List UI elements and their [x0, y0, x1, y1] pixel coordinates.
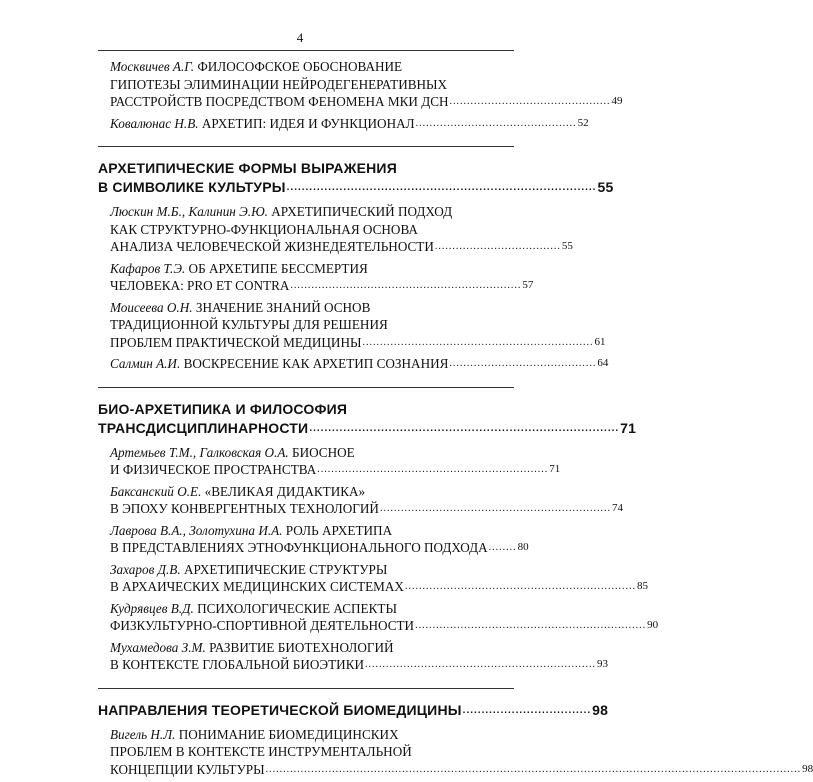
entry-text — [110, 204, 452, 219]
toc-entry[interactable] — [110, 260, 514, 299]
entry-title-line: РАССТРОЙСТВ ПОСРЕДСТВОМ ФЕНОМЕНА МКИ ДСН — [110, 94, 449, 109]
section-divider — [98, 387, 514, 388]
entry-text — [110, 317, 388, 332]
entry-title-line: АРХЕТИП: ИДЕЯ И ФУНКЦИОНАЛ — [202, 116, 415, 131]
entry-text — [110, 93, 449, 111]
entry-line — [110, 483, 514, 501]
toc-entry[interactable] — [110, 58, 514, 115]
entry-text — [110, 334, 361, 352]
dot-leader: .............................................. — [450, 93, 611, 111]
entry-author: Кафаров Т.Э. — [110, 261, 185, 276]
entry-text — [110, 238, 434, 256]
entry-text — [110, 59, 402, 74]
dot-leader: .................................................................................. — [309, 419, 619, 438]
entry-line — [110, 58, 514, 76]
entry-title-line: РОЛЬ АРХЕТИПА — [286, 523, 392, 538]
entry-text — [110, 640, 394, 655]
entry-page-number: 85 — [637, 578, 648, 596]
entry-line — [110, 578, 514, 596]
entry-title-line: В ПРЕДСТАВЛЕНИЯХ ЭТНОФУНКЦИОНАЛЬНОГО ПОДХОДА — [110, 540, 488, 555]
entry-text — [110, 461, 316, 479]
entry-page-number: 55 — [562, 238, 573, 256]
dot-leader: .................................................................. — [317, 461, 548, 479]
section-divider — [98, 688, 514, 689]
entry-title-line: В АРХАИЧЕСКИХ МЕДИЦИНСКИХ СИСТЕМАХ — [110, 579, 404, 594]
section-heading-text: БИО-АРХЕТИПИКА И ФИЛОСОФИЯ — [98, 401, 347, 417]
entry-title-line: БИОСНОЕ — [292, 445, 355, 460]
section-heading[interactable] — [98, 400, 514, 438]
toc-entry[interactable] — [110, 444, 514, 483]
entry-text — [110, 300, 370, 315]
entry-title-line: «ВЕЛИКАЯ ДИДАКТИКА» — [205, 484, 365, 499]
entry-line — [110, 461, 514, 479]
entry-text — [110, 445, 355, 460]
table-of-contents — [98, 58, 514, 782]
page-number: 4 — [0, 30, 600, 46]
entry-text — [110, 277, 289, 295]
entry-text — [110, 601, 397, 616]
entry-line — [110, 761, 514, 779]
toc-entry[interactable] — [110, 726, 514, 782]
entry-author: Баксанский О.Е. — [110, 484, 201, 499]
entry-title-line: АРХЕТИПИЧЕСКИЕ СТРУКТУРЫ — [184, 562, 387, 577]
toc-entry[interactable] — [110, 299, 514, 356]
entry-title-line: ФИЗКУЛЬТУРНО-СПОРТИВНОЙ ДЕЯТЕЛЬНОСТИ — [110, 618, 414, 633]
entry-line — [110, 299, 514, 317]
entry-line — [110, 726, 514, 744]
entry-page-number: 90 — [647, 617, 658, 635]
section-heading-text: АРХЕТИПИЧЕСКИЕ ФОРМЫ ВЫРАЖЕНИЯ — [98, 160, 397, 176]
toc-entry[interactable] — [110, 483, 514, 522]
entry-title-line: В ЭПОХУ КОНВЕРГЕНТНЫХ ТЕХНОЛОГИЙ — [110, 501, 379, 516]
entry-title-line: ПОНИМАНИЕ БИОМЕДИЦИНСКИХ — [179, 727, 399, 742]
entry-title-line: ЗНАЧЕНИЕ ЗНАНИЙ ОСНОВ — [196, 300, 371, 315]
entry-title-line: КОНЦЕПЦИИ КУЛЬТУРЫ — [110, 762, 265, 777]
entry-title-line: ТРАДИЦИОННОЙ КУЛЬТУРЫ ДЛЯ РЕШЕНИЯ — [110, 317, 388, 332]
toc-entry[interactable] — [110, 639, 514, 678]
section-heading-line — [98, 400, 514, 419]
section-divider — [98, 146, 514, 147]
entry-author: Вигель Н.Л. — [110, 727, 175, 742]
entry-text — [110, 656, 364, 674]
entry-text — [110, 539, 488, 557]
section-heading-line — [98, 178, 514, 197]
entry-author: Мухамедова З.М. — [110, 640, 206, 655]
entry-line — [110, 93, 514, 111]
section-heading-text: НАПРАВЛЕНИЯ ТЕОРЕТИЧЕСКОЙ БИОМЕДИЦИНЫ — [98, 701, 462, 720]
toc-entry[interactable] — [110, 355, 514, 377]
entry-line — [110, 617, 514, 635]
dot-leader: .......................................... — [449, 355, 596, 373]
entry-line — [110, 355, 514, 373]
dot-leader: .................................................................. — [380, 500, 611, 518]
entry-line — [110, 238, 514, 256]
entry-page-number: 49 — [612, 93, 623, 111]
section-heading[interactable] — [98, 701, 514, 720]
entry-text — [110, 500, 379, 518]
entry-text — [110, 617, 414, 635]
entry-line — [110, 743, 514, 761]
entry-line — [110, 316, 514, 334]
entry-title-line: И ФИЗИЧЕСКОЕ ПРОСТРАНСТВА — [110, 462, 316, 477]
dot-leader: .................................................................................. — [287, 178, 597, 197]
dot-leader: .................................................................. — [365, 656, 596, 674]
entry-page-number: 93 — [597, 656, 608, 674]
entry-text — [110, 355, 448, 373]
entry-title-line: ПРОБЛЕМ В КОНТЕКСТЕ ИНСТРУМЕНТАЛЬНОЙ — [110, 744, 412, 759]
dot-leader: .................................... — [435, 238, 561, 256]
entry-title-line: АРХЕТИПИЧЕСКИЙ ПОДХОД — [271, 204, 452, 219]
entry-text — [110, 484, 365, 499]
entry-author: Артемьев Т.М., Галковская О.А. — [110, 445, 289, 460]
entry-author: Лаврова В.А., Золотухина И.А. — [110, 523, 283, 538]
toc-entry[interactable] — [110, 561, 514, 600]
entry-author: Ковалюнас Н.В. — [110, 116, 199, 131]
toc-entry[interactable] — [110, 522, 514, 561]
dot-leader: ......................................................................................................................................................... — [266, 761, 802, 779]
section-page-number: 71 — [620, 419, 636, 438]
entry-text — [110, 523, 392, 538]
entry-text — [110, 578, 404, 596]
section-heading-text: ТРАНСДИСЦИПЛИНАРНОСТИ — [98, 419, 308, 438]
entry-line — [110, 444, 514, 462]
entry-author: Захаров Д.В. — [110, 562, 181, 577]
entry-author: Люскин М.Б., Калинин Э.Ю. — [110, 204, 268, 219]
toc-entry[interactable] — [110, 115, 514, 137]
entry-title-line: ГИПОТЕЗЫ ЭЛИМИНАЦИИ НЕЙРОДЕГЕНЕРАТИВНЫХ — [110, 77, 447, 92]
toc-entry[interactable] — [110, 600, 514, 639]
entry-page-number: 64 — [597, 355, 608, 373]
entry-text — [110, 744, 412, 759]
entry-title-line: ПСИХОЛОГИЧЕСКИЕ АСПЕКТЫ — [197, 601, 397, 616]
entry-line — [110, 221, 514, 239]
dot-leader: .............................................. — [416, 115, 577, 133]
section-heading-line — [98, 159, 514, 178]
entry-line — [110, 334, 514, 352]
entry-line — [110, 277, 514, 295]
entry-line — [110, 561, 514, 579]
dot-leader: .................................................................. — [290, 277, 521, 295]
entry-title-line: В КОНТЕКСТЕ ГЛОБАЛЬНОЙ БИОЭТИКИ — [110, 657, 364, 672]
section-heading[interactable] — [98, 159, 514, 197]
entry-title-line: АНАЛИЗА ЧЕЛОВЕЧЕСКОЙ ЖИЗНЕДЕЯТЕЛЬНОСТИ — [110, 239, 434, 254]
entry-page-number: 71 — [549, 461, 560, 479]
entry-author: Кудрявцев В.Д. — [110, 601, 194, 616]
section-page-number: 98 — [592, 701, 608, 720]
entry-text — [110, 261, 368, 276]
dot-leader: ........ — [489, 539, 517, 557]
entry-page-number: 61 — [594, 334, 605, 352]
entry-page-number: 52 — [578, 115, 589, 133]
entry-text — [110, 222, 418, 237]
entry-author: Моисеева О.Н. — [110, 300, 193, 315]
entry-text — [110, 562, 387, 577]
entry-title-line: РАЗВИТИЕ БИОТЕХНОЛОГИЙ — [209, 640, 393, 655]
entry-title-line: ВОСКРЕСЕНИЕ КАК АРХЕТИП СОЗНАНИЯ — [184, 356, 449, 371]
entry-title-line: КАК СТРУКТУРНО-ФУНКЦИОНАЛЬНАЯ ОСНОВА — [110, 222, 418, 237]
section-heading-line — [98, 419, 514, 438]
dot-leader: .................................................................. — [415, 617, 646, 635]
entry-title-line: ЧЕЛОВЕКА: PRO ET CONTRA — [110, 278, 289, 293]
entry-author: Москвичев А.Г. — [110, 59, 194, 74]
entry-page-number: 57 — [522, 277, 533, 295]
entry-title-line: ФИЛОСОФСКОЕ ОБОСНОВАНИЕ — [197, 59, 402, 74]
section-heading-text: В СИМВОЛИКЕ КУЛЬТУРЫ — [98, 178, 286, 197]
header-rule — [98, 50, 514, 51]
entry-title-line: ПРОБЛЕМ ПРАКТИЧЕСКОЙ МЕДИЦИНЫ — [110, 335, 361, 350]
entry-line — [110, 522, 514, 540]
entry-page-number: 80 — [518, 539, 529, 557]
entry-line — [110, 76, 514, 94]
entry-line — [110, 115, 514, 133]
entry-line — [110, 203, 514, 221]
entry-text — [110, 77, 447, 92]
entry-author: Салмин А.И. — [110, 356, 180, 371]
section-heading-line — [98, 701, 514, 720]
entry-page-number: 74 — [612, 500, 623, 518]
entry-text — [110, 115, 415, 133]
section-page-number: 55 — [597, 178, 613, 197]
entry-page-number: 98 — [802, 761, 813, 779]
dot-leader: .................................................................. — [405, 578, 636, 596]
dot-leader: .................................................................. — [362, 334, 593, 352]
dot-leader: .................................. — [463, 701, 591, 720]
entry-line — [110, 600, 514, 618]
entry-line — [110, 656, 514, 674]
entry-line — [110, 639, 514, 657]
entry-line — [110, 539, 514, 557]
toc-entry[interactable] — [110, 203, 514, 260]
entry-text — [110, 761, 265, 779]
entry-text — [110, 727, 399, 742]
entry-line — [110, 500, 514, 518]
entry-title-line: ОБ АРХЕТИПЕ БЕССМЕРТИЯ — [189, 261, 368, 276]
entry-line — [110, 260, 514, 278]
